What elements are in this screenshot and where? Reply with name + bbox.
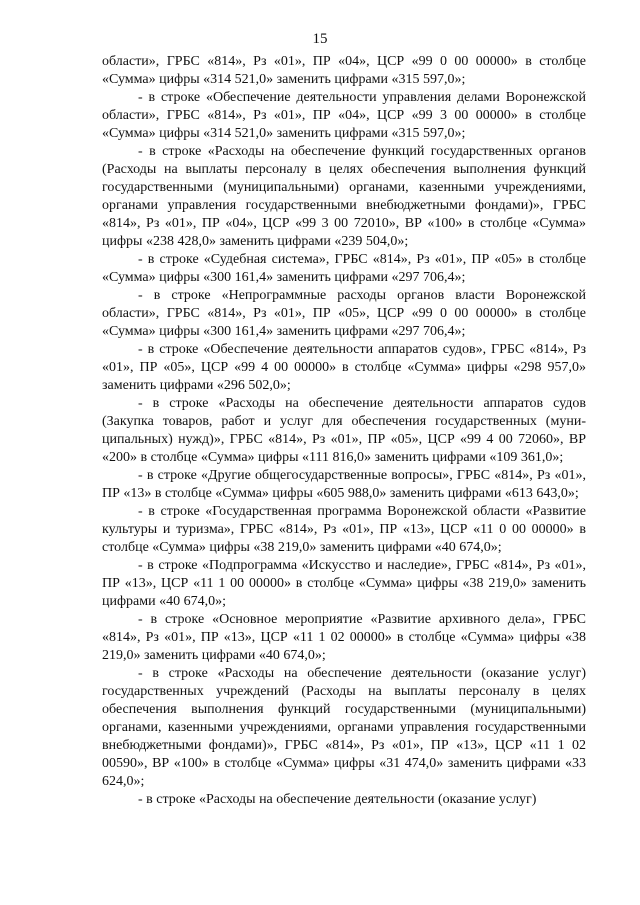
paragraph-12: - в строке «Расходы на обеспечение деятельности (оказание услуг) государственных учреждений (Расходы на выплаты персоналу в целях обеспечения выполнения функций государственными (муниципальными) органами, казенными учреждениями, органами управления государственными внебюджетными фондами)», ГРБС «814», Рз «01», ПР «13», ЦСР «11 1 02 00590», ВР «100» в столбце «Сумма» цифры «31 474,0» заменить цифрами «33 624,0»; (102, 666, 586, 789)
paragraph-10: - в строке «Подпрограмма «Искусство и наследие», ГРБС «814», Рз «01», ПР «13», ЦСР «11 1 00 00000» в столбце «Сумма» цифры «38 219,0» заменить цифрами «40 674,0»; (102, 558, 586, 609)
paragraph-5: - в строке «Непрограммные расходы органов власти Воронежской области», ГРБС «814», Рз «01», ПР «05», ЦСР «99 0 00 00000» в столбце «Сумма» цифры «300 161,4» заменить цифрами «297 706,4»; (102, 288, 586, 339)
paragraph-6: - в строке «Обеспечение деятельности аппаратов судов», ГРБС «814», Рз «01», ПР «05», ЦСР «99 4 00 00000» в столбце «Сумма» цифры «298 957,0» заменить цифрами «296 502,0»; (102, 342, 586, 393)
page-number: 15 (312, 31, 328, 47)
paragraph-2: - в строке «Обеспечение деятельности управления делами Воронежской области», ГРБС «814», Рз «01», ПР «04», ЦСР «99 3 00 00000» в столбце «Сумма» цифры «314 521,0» заменить цифрами «315 597,0»; (102, 90, 586, 141)
paragraph-4: - в строке «Судебная система», ГРБС «814», Рз «01», ПР «05» в столбце «Сумма» цифры «300 161,4» заменить цифрами «297 706,4»; (102, 252, 586, 285)
document-body (102, 53, 586, 809)
paragraph-8: - в строке «Другие общегосударственные вопросы», ГРБС «814», Рз «01», ПР «13» в столбце «Сумма» цифры «605 988,0» заменить цифрами «613 643,0»; (102, 468, 586, 501)
paragraph-11: - в строке «Основное мероприятие «Развитие архивного дела», ГРБС «814», Рз «01», ПР «13», ЦСР «11 1 02 00000» в столбце «Сумма» цифры «38 219,0» заменить цифрами «40 674,0»; (102, 612, 586, 663)
paragraph-9: - в строке «Государственная программа Воронежской области «Развитие культуры и туризма», ГРБС «814», Рз «01», ПР «13», ЦСР «11 0 00 00000» в столбце «Сумма» цифры «38 219,0» заменить цифрами «40 674,0»; (102, 504, 586, 555)
paragraph-1: области», ГРБС «814», Рз «01», ПР «04», ЦСР «99 0 00 00000» в столбце «Сумма» цифры «314 521,0» заменить цифрами «315 597,0»; (102, 54, 586, 87)
paragraph-7: - в строке «Расходы на обеспечение деятельности аппаратов судов (Закупка товаров, работ и услуг для обеспечения государственных (муниципальных) нужд)», ГРБС «814», Рз «01», ПР «05», ЦСР «99 4 00 72060», ВР «200» в столбце «Сумма» цифры «111 816,0» заменить цифрами «109 361,0»; (102, 396, 586, 465)
paragraph-13: - в строке «Расходы на обеспечение деятельности (оказание услуг) (138, 792, 537, 807)
paragraph-3: - в строке «Расходы на обеспечение функций государственных органов (Расходы на выплаты персоналу в целях обеспечения выполнения функций государственными (муниципальными) органами, казенными учреждениями, органами управления государственными внебюджетными фондами)», ГРБС «814», Рз «01», ПР «04», ЦСР «99 3 00 72010», ВР «100» в столбце «Сумма» цифры «238 428,0» заменить цифрами «239 504,0»; (102, 144, 586, 249)
